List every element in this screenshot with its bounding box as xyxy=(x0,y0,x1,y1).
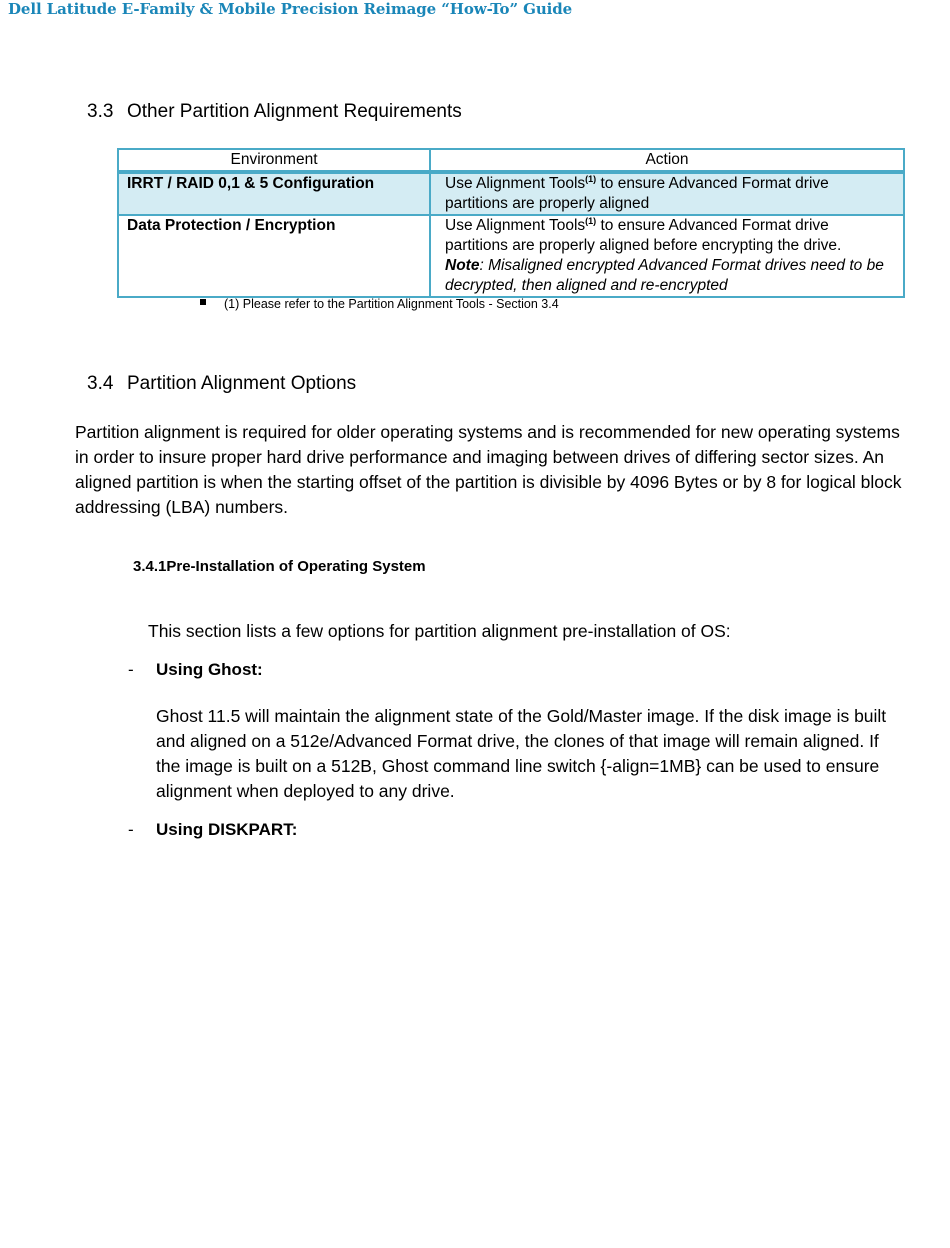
note-text: : Misaligned encrypted Advanced Format drives need to be decrypted, then aligned and re-encrypted xyxy=(445,257,884,294)
square-bullet-icon xyxy=(200,299,206,305)
section-number: 3.3 xyxy=(87,101,114,122)
dash-bullet: - xyxy=(128,660,134,679)
subsection-heading: 3.4.1Pre-Installation of Operating System xyxy=(133,558,426,575)
action-cell xyxy=(430,172,904,215)
section-title: Other Partition Alignment Requirements xyxy=(127,101,462,122)
list-item-diskpart xyxy=(128,820,297,840)
action-text: Use Alignment Tools xyxy=(445,217,586,234)
list-item-title: Using DISKPART: xyxy=(156,820,298,839)
table-row xyxy=(118,215,904,297)
environment-cell: Data Protection / Encryption xyxy=(118,215,430,297)
action-text: Use Alignment Tools xyxy=(445,175,586,192)
alignment-requirements-table xyxy=(117,148,905,298)
section-title: Partition Alignment Options xyxy=(127,373,357,394)
table-header-row xyxy=(118,149,904,172)
dash-bullet: - xyxy=(128,820,134,839)
list-intro-paragraph: This section lists a few options for partition alignment pre-installation of OS: xyxy=(148,621,731,641)
action-text-cont: to ensure Advanced Format drive partitions are properly aligned before encrypting the drive. xyxy=(445,217,842,254)
running-header: Dell Latitude E-Family & Mobile Precision Reimage “How-To” Guide xyxy=(8,0,573,18)
list-item-title: Using Ghost: xyxy=(156,660,263,679)
table-row xyxy=(118,172,904,215)
table-footnote xyxy=(200,297,559,311)
action-text-cont: to ensure Advanced Format drive partitions are properly aligned xyxy=(445,175,829,212)
intro-paragraph: Partition alignment is required for older operating systems and is recommended for new operating systems in order to insure proper hard drive performance and imaging between drives of differing sector sizes. An aligned partition is when the starting offset of the partition is divisible by 4096 Bytes or by 8 for logical block addressing (LBA) numbers. xyxy=(75,422,902,517)
footnote-text: (1) Please refer to the Partition Alignment Tools - Section 3.4 xyxy=(224,297,559,311)
footnote-ref: (1) xyxy=(585,216,597,226)
table-header-environment: Environment xyxy=(118,149,430,172)
section-3-3-heading xyxy=(87,101,462,123)
section-number: 3.4 xyxy=(87,373,114,394)
table-header-action: Action xyxy=(430,149,904,172)
section-3-4-heading xyxy=(87,373,356,395)
note-label: Note xyxy=(445,257,480,274)
list-item-ghost xyxy=(128,660,263,680)
action-cell xyxy=(430,215,904,297)
footnote-ref: (1) xyxy=(585,174,597,184)
ghost-description: Ghost 11.5 will maintain the alignment state of the Gold/Master image. If the disk image is built and aligned on a 512e/Advanced Format drive, the clones of that image will remain aligned. If the image is built on a 512B, Ghost command line switch {-align=1MB} can be used to ensure alignment when deployed to any drive. xyxy=(156,706,887,801)
environment-cell: IRRT / RAID 0,1 & 5 Configuration xyxy=(118,172,430,215)
